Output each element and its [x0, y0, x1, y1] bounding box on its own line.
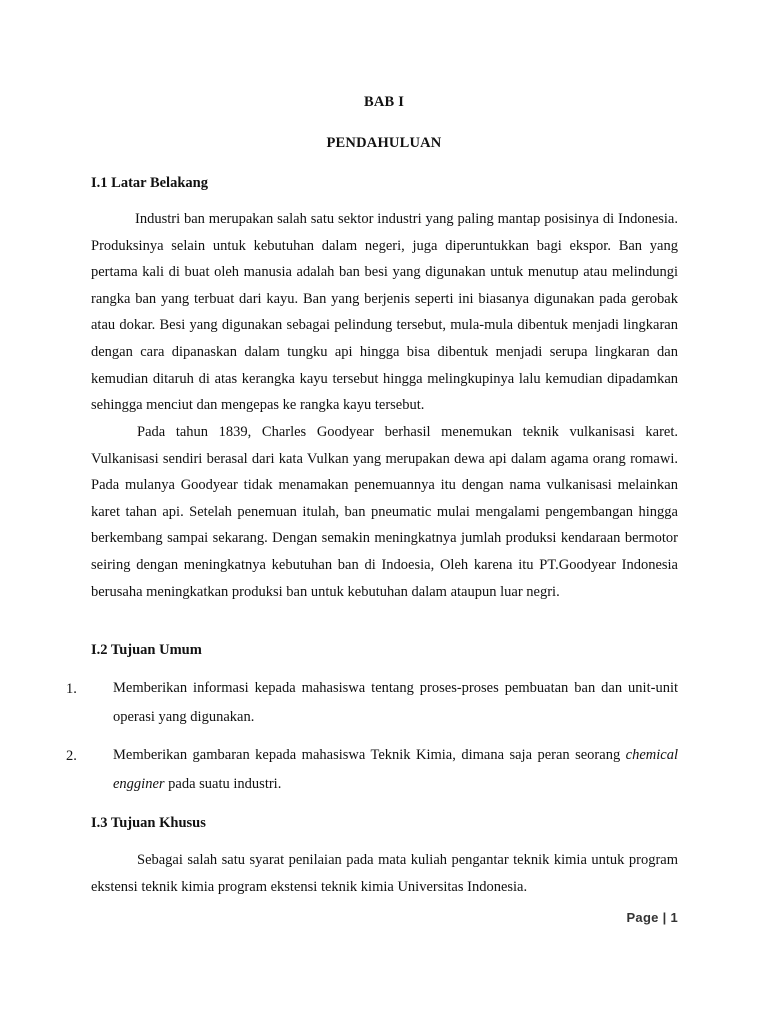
section-heading-tujuan-khusus: I.3 Tujuan Khusus — [91, 815, 206, 831]
section-heading-tujuan-umum: I.2 Tujuan Umum — [91, 642, 202, 658]
list-item-text-end: pada suatu industri. — [168, 776, 282, 792]
section-heading-latar-belakang: I.1 Latar Belakang — [91, 175, 208, 191]
chapter-label: BAB I — [363, 94, 405, 110]
paragraph-latar-belakang-1: Industri ban merupakan salah satu sektor industri yang paling mantap posisinya di Indonesia. Produksinya selain untuk kebutuhan dalam negeri, juga diperuntukkan bagi ekspor. Ban yang pertama kali di buat oleh manusia adalah ban besi yang digunakan untuk menutup atau melindungi rangka ban yang terbuat dari kayu. Ban yang berjenis seperti ini biasanya digunakan pada gerobak atau dokar. Besi yang digunakan sebagai pelindung tersebut, mula-mula dibentuk menjadi lingkaran dengan cara dipanaskan dalam tungku api hingga bisa dibentuk menjadi serupa lingkaran dan kemudian ditaruh di atas kerangka kayu tersebut hingga melingkupinya lalu kemudian dipadamkan sehingga menciut dan mengepas ke rangka kayu tersebut. — [91, 211, 678, 414]
paragraph-latar-belakang-2: Pada tahun 1839, Charles Goodyear berhasil menemukan teknik vulkanisasi karet. Vulkanisasi sendiri berasal dari kata Vulkan yang merupakan dewa api dalam agama orang romawi. Pada mulanya Goodyear tidak menamakan penemuannya itu dengan nama vulkanisasi melainkan karet tahan api. Setelah penemuan itulah, ban pneumatic mulai mengalami pengembangan hingga berkembang sampai sekarang. Dengan semakin meningkatnya jumlah produksi kendaraan bermotor seiring dengan meningkatnya kebutuhan ban di Indoesia, Oleh karena itu PT.Goodyear Indonesia berusaha meningkatkan produksi ban untuk kebutuhan dalam ataupun luar negri. — [91, 424, 678, 600]
list-item-text — [113, 741, 678, 799]
page-title: PENDAHULUAN — [326, 135, 442, 151]
list-item-text: Memberikan informasi kepada mahasiswa tentang proses-proses pembuatan ban dan unit-unit operasi yang digunakan. — [113, 680, 678, 725]
list-item-text-start: Memberikan gambaran kepada mahasiswa Teknik Kimia, dimana saja peran seorang — [113, 747, 621, 763]
page-number-footer: Page | 1 — [626, 910, 678, 925]
paragraph-tujuan-khusus: Sebagai salah satu syarat penilaian pada mata kuliah pengantar teknik kimia untuk program ekstensi teknik kimia program ekstensi teknik kimia Universitas Indonesia. — [91, 852, 678, 895]
list-item-number: 1. — [66, 681, 77, 697]
list-item-italic-term: chemical engginer — [113, 747, 679, 792]
list-item-number: 2. — [66, 748, 77, 764]
